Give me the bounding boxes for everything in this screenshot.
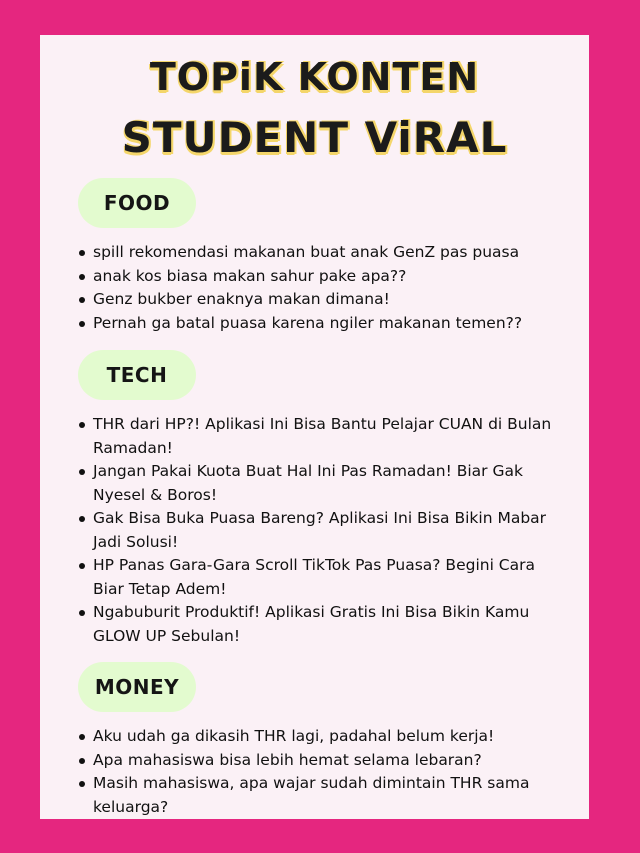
list-item: Jangan Pakai Kuota Buat Hal Ini Pas Ramadan! Biar Gak Nyesel & Boros! [78,460,568,507]
list-item: Masih mahasiswa, apa wajar sudah dimintain THR sama keluarga? [78,772,568,819]
food-list [78,241,568,335]
list-item: Aku udah ga dikasih THR lagi, padahal belum kerja! [78,725,568,749]
list-item: HP Panas Gara-Gara Scroll TikTok Pas Puasa? Begini Cara Biar Tetap Adem! [78,554,568,601]
list-item: Genz bukber enaknya makan dimana! [78,288,568,312]
list-item: THR dari HP?! Aplikasi Ini Bisa Bantu Pelajar CUAN di Bulan Ramadan! [78,413,568,460]
tech-list [78,413,568,648]
title-line-2: STUDENT ViRAL [121,113,508,162]
section-label-money: MONEY [78,662,196,712]
section-label-food: FOOD [78,178,196,228]
list-item: Gak Bisa Buka Puasa Bareng? Aplikasi Ini Bisa Bikin Mabar Jadi Solusi! [78,507,568,554]
list-item: Pernah ga batal puasa karena ngiler makanan temen?? [78,312,568,336]
list-item: anak kos biasa makan sahur pake apa?? [78,265,568,289]
list-item: Apa mahasiswa bisa lebih hemat selama lebaran? [78,749,568,773]
content-card [40,35,589,819]
money-list [78,725,568,819]
list-item: Ngabuburit Produktif! Aplikasi Gratis Ini Bisa Bikin Kamu GLOW UP Sebulan! [78,601,568,648]
title-line-1: TOPiK KONTEN [149,55,480,99]
list-item: spill rekomendasi makanan buat anak GenZ pas puasa [78,241,568,265]
section-label-tech: TECH [78,350,196,400]
